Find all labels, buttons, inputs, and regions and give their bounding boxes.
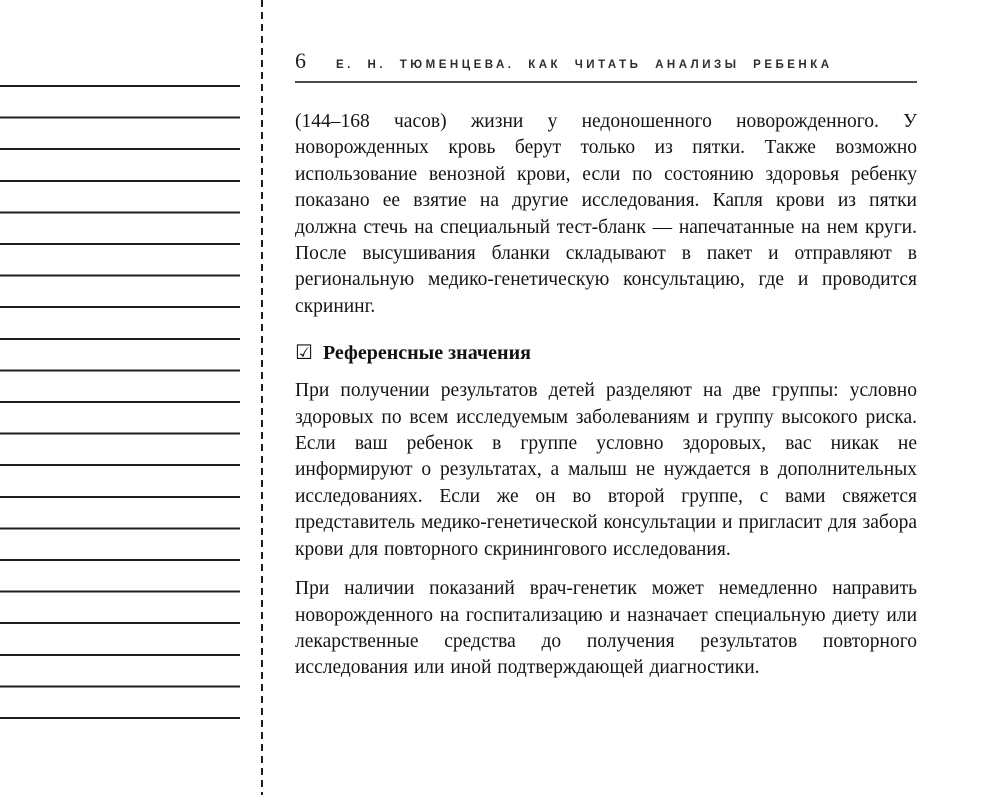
checked-checkbox-icon: ☑	[295, 340, 313, 365]
dashed-divider	[261, 0, 263, 795]
page-header	[295, 50, 917, 83]
notebook-lines	[0, 85, 240, 719]
paragraph: (144–168 часов) жизни у недоношенного новорожденного. У новорожденных кровь берут только из пятки. Также возможно использование венозной крови, если по состоянию здоровья ребенку показано ее взятие на другие исследования. Капля крови из пятки должна стечь на специальный тест-бланк — напечатанные на нем круги. После высушивания бланки складывают в пакет и отправляют в региональную медико-генетическую консультацию, где и проводится скрининг.	[295, 111, 917, 317]
paragraph: При получении результатов детей разделяют на две группы: условно здоровых по всем исследуемым заболеваниям и группу высокого риска. Если ваш ребенок в группе условно здоровых, вас никак не информируют о результатах, а малыш не нуждается в дополнительных исследованиях. Если же он во второй группе, с вами свяжется представитель медико-генетической консультации и пригласит для забора крови для повторного скринингового исследования.	[295, 380, 917, 560]
running-header-title: Е. Н. ТЮМЕНЦЕВА. КАК ЧИТАТЬ АНАЛИЗЫ РЕБЕНКА	[336, 59, 833, 71]
page-content	[295, 50, 917, 695]
paragraph: При наличии показаний врач-генетик может немедленно направить новорожденного на госпитализацию и назначает специальную диету или лекарственные средства до получения результатов повторного исследования или иной подтверждающей диагностики.	[295, 578, 917, 679]
section-heading	[295, 341, 917, 365]
page-number: 6	[295, 48, 306, 73]
section-heading-text: Референсные значения	[322, 341, 531, 364]
